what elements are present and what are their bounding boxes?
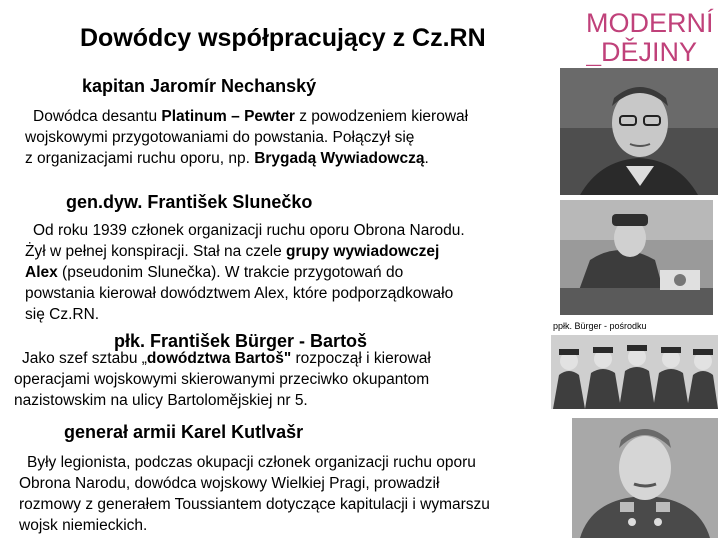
text-line xyxy=(14,348,534,369)
text-segment: wojsk niemieckich. xyxy=(19,517,148,534)
text-segment: Były legionista, podczas okupacji członek organizacji ruchu oporu xyxy=(27,454,476,471)
text-line xyxy=(25,220,545,241)
text-segment: Jako szef sztabu „ xyxy=(22,350,147,367)
text-line xyxy=(25,127,555,148)
section-1-heading: kapitan Jaromír Nechanský xyxy=(82,76,317,96)
portrait-photo-nechansky xyxy=(560,68,718,195)
bold-text-segment: dowództwa Bartoš" xyxy=(146,350,292,367)
text-segment: z powodzeniem kierował xyxy=(294,108,469,125)
bold-text-segment: grupy wywiadowczej xyxy=(286,243,440,260)
text-segment: z organizacjami ruchu oporu, np. xyxy=(25,150,255,167)
text-line xyxy=(25,148,555,169)
text-line xyxy=(19,452,571,473)
photo-officers-group xyxy=(551,335,718,409)
text-segment: nazistowskim na ulicy Bartolomějskiej nr 5. xyxy=(14,392,308,409)
bold-text-segment: Alex xyxy=(25,264,58,281)
text-segment: rozpoczął i kierował xyxy=(291,350,431,367)
text-line xyxy=(25,283,545,304)
moderni-dejiny-logo xyxy=(586,6,716,66)
bold-text-segment: Brygadą Wywiadowczą xyxy=(254,150,425,167)
page-title: Dowódcy współpracujący z Cz.RN xyxy=(80,24,486,52)
portrait-photo-kutlvasr xyxy=(572,418,718,538)
text-segment: Od roku 1939 członek organizacji ruchu oporu Obrona Narodu. xyxy=(33,222,465,239)
section-2-heading: gen.dyw. František Slunečko xyxy=(66,192,313,212)
text-segment: . xyxy=(424,150,429,167)
text-line xyxy=(25,241,545,262)
photo-caption: ppłk. Bürger - pośrodku xyxy=(553,321,647,331)
photo-slunecko-at-desk xyxy=(560,200,713,315)
text-segment: się Cz.RN. xyxy=(25,306,100,323)
text-segment: Dowódca desantu xyxy=(33,108,162,125)
text-segment: wojskowymi przygotowaniami do powstania. Połączył się xyxy=(25,129,415,146)
text-segment: (pseudonim Slunečka). W trakcie przygotowań do xyxy=(57,264,404,281)
text-line xyxy=(19,494,571,515)
text-segment: rozmowy z generałem Toussiantem dotyczące kapitulacji i wymarszu xyxy=(19,496,490,513)
text-line xyxy=(19,515,571,536)
text-segment: Obrona Narodu, dowódca wojskowy Wielkiej Pragi, prowadził xyxy=(19,475,440,492)
text-segment: powstania kierował dowództwem Alex, które podporządkowało xyxy=(25,285,454,302)
text-line xyxy=(25,106,555,127)
text-line xyxy=(25,262,545,283)
logo-line-1: MODERNÍ xyxy=(586,8,714,38)
text-segment: Żył w pełnej konspiracji. Stał na czele xyxy=(25,243,287,260)
section-4-text xyxy=(19,452,571,536)
text-segment: operacjami wojskowymi skierowanymi przeciwko okupantom xyxy=(14,371,430,388)
section-3-text xyxy=(14,348,534,411)
logo-line-2: _DĚJINY xyxy=(586,37,698,66)
text-line xyxy=(14,390,534,411)
text-line xyxy=(14,369,534,390)
section-2-text xyxy=(25,220,545,325)
section-4-heading: generał armii Karel Kutlvašr xyxy=(64,422,304,442)
text-line xyxy=(19,473,571,494)
section-3-heading: płk. František Bürger - Bartoš xyxy=(114,331,368,351)
text-line xyxy=(25,304,545,325)
section-1-text xyxy=(25,106,555,169)
bold-text-segment: Platinum – Pewter xyxy=(161,108,295,125)
